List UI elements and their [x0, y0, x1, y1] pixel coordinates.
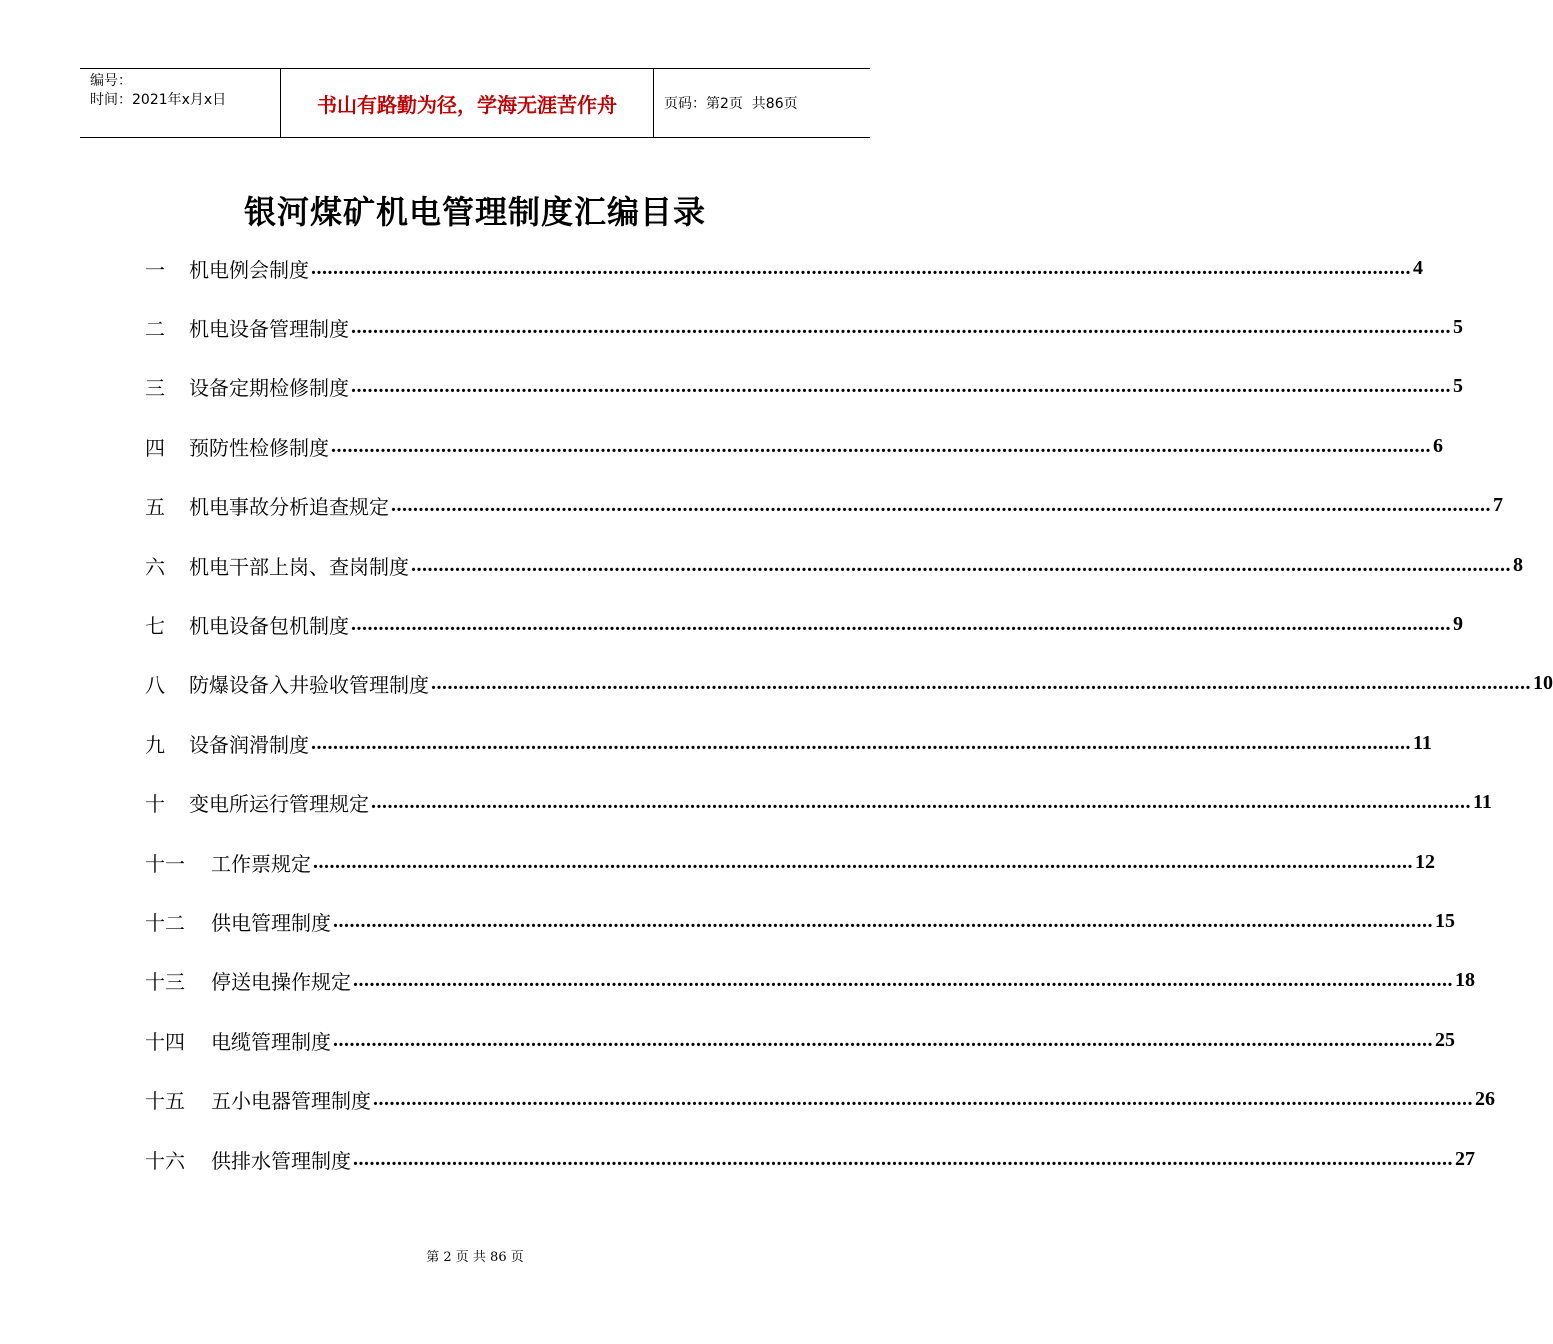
header-motto: 书山有路勤为径，学海无涯苦作舟 — [281, 69, 654, 137]
toc-item-title: 机电设备管理制度 — [189, 316, 349, 341]
toc-item[interactable] — [145, 366, 1463, 406]
toc-item-title: 供排水管理制度 — [211, 1148, 351, 1173]
toc-item-number: 十一 — [145, 851, 185, 876]
toc-item-title: 电缆管理制度 — [211, 1029, 331, 1054]
toc-item-title: 供电管理制度 — [211, 910, 331, 935]
toc-item-page: 7 — [1493, 493, 1503, 516]
toc-item-number: 九 — [145, 732, 165, 757]
toc-item[interactable] — [145, 426, 1443, 466]
toc-item-number: 十二 — [145, 910, 185, 935]
toc-item-page: 26 — [1475, 1087, 1495, 1110]
page-footer: 第 2 页 共 86 页 — [426, 1250, 524, 1265]
toc-item-title: 设备定期检修制度 — [189, 375, 349, 400]
toc-leader-dots: ........................................................................................................................................................................................................ — [351, 315, 1451, 338]
toc-item[interactable] — [145, 901, 1455, 941]
page-header — [80, 68, 870, 138]
toc-leader-dots: ........................................................................................................................................................................................................ — [351, 612, 1451, 635]
toc-item-title: 机电例会制度 — [189, 257, 309, 282]
toc-item-number: 十四 — [145, 1029, 185, 1054]
toc-item[interactable] — [145, 604, 1463, 644]
toc-item-title: 设备润滑制度 — [189, 732, 309, 757]
toc-item[interactable] — [145, 1139, 1475, 1179]
toc-item[interactable] — [145, 960, 1475, 1000]
toc-item-title: 机电设备包机制度 — [189, 613, 349, 638]
toc-item-number: 八 — [145, 672, 165, 697]
page-title: 银河煤矿机电管理制度汇编目录 — [243, 193, 706, 231]
toc-item-number: 十五 — [145, 1088, 185, 1113]
toc-item[interactable] — [145, 842, 1435, 882]
toc-item-title: 预防性检修制度 — [189, 435, 329, 460]
toc-item-title: 停送电操作规定 — [211, 969, 351, 994]
toc-item-page: 5 — [1453, 315, 1463, 338]
toc-item-title: 机电干部上岗、查岗制度 — [189, 554, 409, 579]
toc-item-number: 二 — [145, 316, 165, 341]
toc-item[interactable] — [145, 663, 1553, 703]
toc-leader-dots: ........................................................................................................................................................................................................ — [313, 850, 1413, 873]
toc-item[interactable] — [145, 248, 1423, 288]
toc-item-page: 4 — [1413, 256, 1423, 279]
toc-leader-dots: ........................................................................................................................................................................................................ — [311, 731, 1411, 754]
code-label: 编号： — [90, 73, 132, 89]
toc-leader-dots: ........................................................................................................................................................................................................ — [333, 909, 1433, 932]
toc-item-title: 变电所运行管理规定 — [189, 791, 369, 816]
toc-item-number: 四 — [145, 435, 165, 460]
toc-item-page: 18 — [1455, 968, 1475, 991]
toc-item[interactable] — [145, 485, 1503, 525]
toc-item-number: 十 — [145, 791, 165, 816]
toc-item[interactable] — [145, 782, 1492, 822]
toc-item-page: 11 — [1413, 731, 1432, 754]
toc-item-page: 10 — [1533, 671, 1553, 694]
toc-leader-dots: ........................................................................................................................................................................................................ — [373, 1087, 1473, 1110]
toc-leader-dots: ........................................................................................................................................................................................................ — [371, 790, 1471, 813]
toc-item-page: 9 — [1453, 612, 1463, 635]
toc-item-page: 8 — [1513, 553, 1523, 576]
toc-item-page: 5 — [1453, 374, 1463, 397]
toc-item[interactable] — [145, 1079, 1495, 1119]
toc-item-title: 机电事故分析追查规定 — [189, 494, 389, 519]
toc-leader-dots: ........................................................................................................................................................................................................ — [431, 671, 1531, 694]
toc-leader-dots: ........................................................................................................................................................................................................ — [353, 1147, 1453, 1170]
toc-item-page: 27 — [1455, 1147, 1475, 1170]
toc-item-number: 一 — [145, 257, 165, 282]
toc-item[interactable] — [145, 307, 1463, 347]
toc-item-page: 12 — [1415, 850, 1435, 873]
toc-leader-dots: ........................................................................................................................................................................................................ — [411, 553, 1511, 576]
time-label: 时间：2021年x月x日 — [90, 92, 227, 108]
toc-item-number: 七 — [145, 613, 165, 638]
header-page-info: 页码：第2页 共86页 — [664, 96, 798, 112]
toc-leader-dots: ........................................................................................................................................................................................................ — [331, 434, 1431, 457]
toc-item-number: 六 — [145, 554, 165, 579]
toc-leader-dots: ........................................................................................................................................................................................................ — [311, 256, 1411, 279]
toc-item-title: 工作票规定 — [211, 851, 311, 876]
toc-item-page: 15 — [1435, 909, 1455, 932]
toc-item[interactable] — [145, 723, 1432, 763]
toc-item-number: 十六 — [145, 1148, 185, 1173]
toc-leader-dots: ........................................................................................................................................................................................................ — [351, 374, 1451, 397]
toc-leader-dots: ........................................................................................................................................................................................................ — [391, 493, 1491, 516]
toc-item-page: 6 — [1433, 434, 1443, 457]
toc-item-number: 三 — [145, 375, 165, 400]
toc-item[interactable] — [145, 1020, 1455, 1060]
toc-item-title: 防爆设备入井验收管理制度 — [189, 672, 429, 697]
toc-item[interactable] — [145, 545, 1523, 585]
toc-leader-dots: ........................................................................................................................................................................................................ — [353, 968, 1453, 991]
toc-item-title: 五小电器管理制度 — [211, 1088, 371, 1113]
toc-leader-dots: ........................................................................................................................................................................................................ — [333, 1028, 1433, 1051]
toc-item-page: 11 — [1473, 790, 1492, 813]
toc-item-number: 五 — [145, 494, 165, 519]
toc-item-number: 十三 — [145, 969, 185, 994]
header-meta — [80, 69, 281, 137]
toc-item-page: 25 — [1435, 1028, 1455, 1051]
